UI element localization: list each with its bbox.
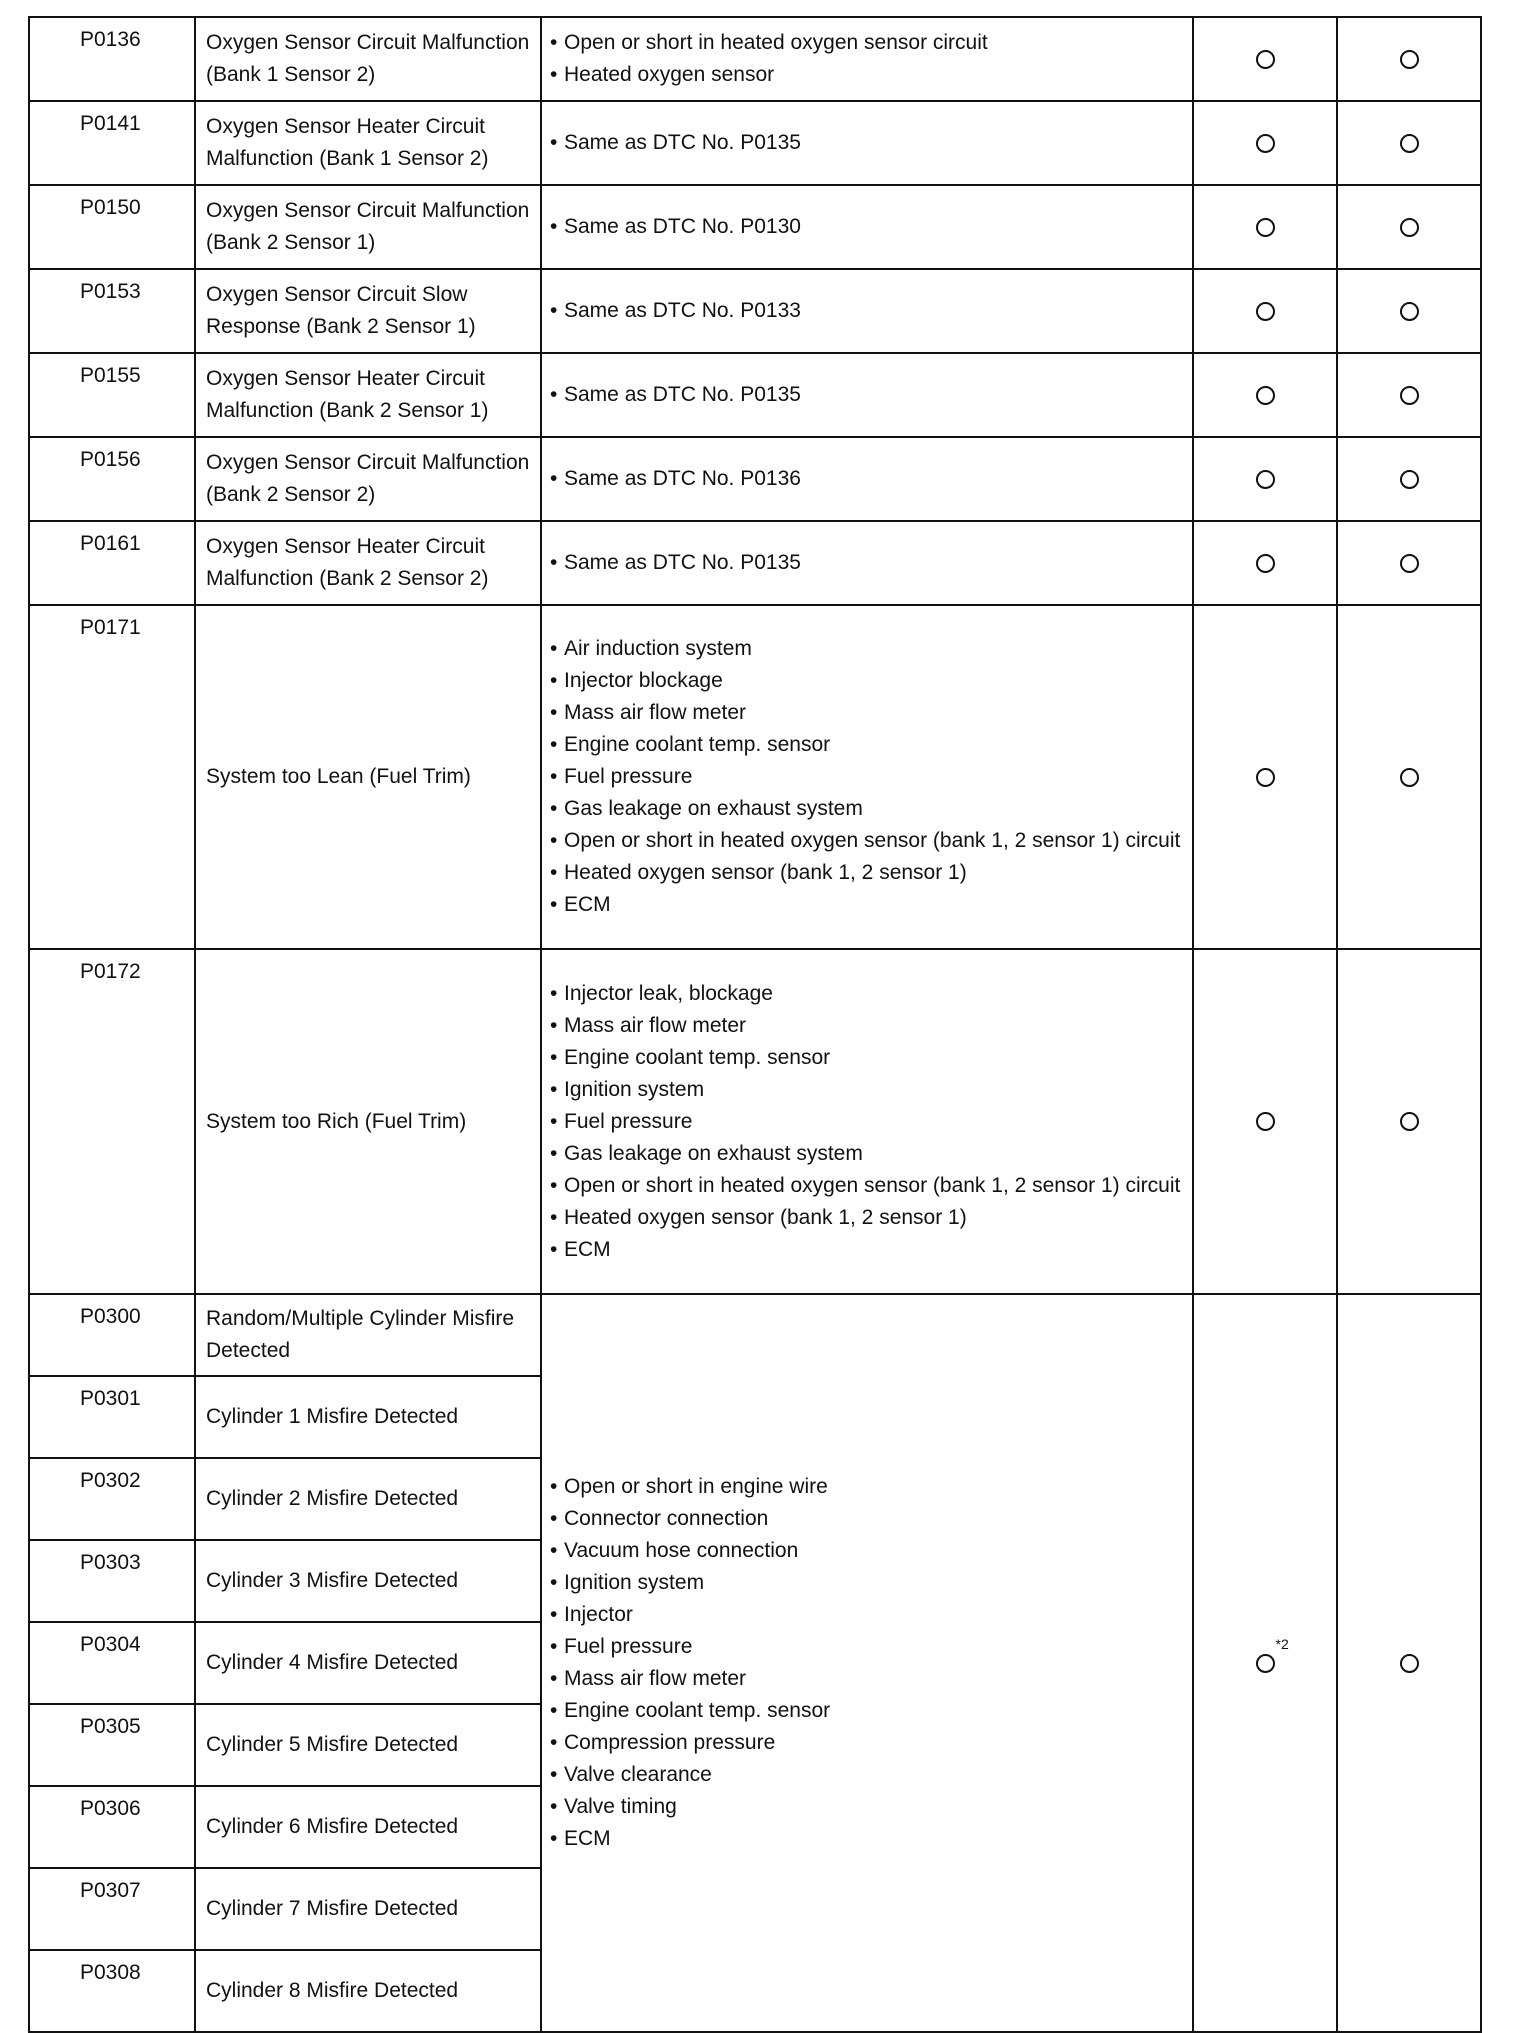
cause-item: • ECM xyxy=(550,1823,1182,1855)
cause-item: • Same as DTC No. P0136 xyxy=(550,463,1182,495)
circle-icon xyxy=(1400,302,1419,321)
causes-list xyxy=(550,547,1182,579)
mark-col-2 xyxy=(1337,353,1481,437)
dtc-code: P0302 xyxy=(29,1458,195,1540)
cause-item: • Mass air flow meter xyxy=(550,697,1182,729)
circle-icon xyxy=(1256,554,1275,573)
causes-list xyxy=(550,1471,1182,1855)
mark-col-1 xyxy=(1193,185,1337,269)
causes-list xyxy=(550,379,1182,411)
circle-icon xyxy=(1400,768,1419,787)
cause-item: • Fuel pressure xyxy=(550,761,1182,793)
dtc-name: Cylinder 7 Misfire Detected xyxy=(195,1868,541,1950)
dtc-code: P0305 xyxy=(29,1704,195,1786)
causes-list xyxy=(550,295,1182,327)
cause-item: • Compression pressure xyxy=(550,1727,1182,1759)
cause-item: • Valve timing xyxy=(550,1791,1182,1823)
dtc-name: Cylinder 4 Misfire Detected xyxy=(195,1622,541,1704)
cause-item: • Engine coolant temp. sensor xyxy=(550,1042,1182,1074)
circle-mark xyxy=(1256,43,1275,75)
mark-col-1 xyxy=(1193,949,1337,1294)
dtc-code: P0172 xyxy=(29,949,195,1294)
table-row xyxy=(29,521,1481,605)
circle-mark xyxy=(1400,295,1419,327)
causes-list xyxy=(550,127,1182,159)
circle-icon xyxy=(1400,470,1419,489)
cause-item: • Engine coolant temp. sensor xyxy=(550,729,1182,761)
dtc-code: P0304 xyxy=(29,1622,195,1704)
dtc-name: Cylinder 6 Misfire Detected xyxy=(195,1786,541,1868)
table-row xyxy=(29,949,1481,1294)
circle-icon xyxy=(1256,1654,1275,1673)
dtc-causes xyxy=(541,949,1193,1294)
cause-item: • Open or short in heated oxygen sensor (bank 1, 2 sensor 1) circuit xyxy=(550,1170,1182,1202)
circle-icon xyxy=(1256,768,1275,787)
dtc-code: P0303 xyxy=(29,1540,195,1622)
dtc-code: P0300 xyxy=(29,1294,195,1376)
circle-icon xyxy=(1400,386,1419,405)
circle-icon xyxy=(1400,1654,1419,1673)
cause-item: • Mass air flow meter xyxy=(550,1010,1182,1042)
dtc-name: Oxygen Sensor Circuit Malfunction (Bank 2 Sensor 1) xyxy=(195,185,541,269)
cause-item: • Connector connection xyxy=(550,1503,1182,1535)
circle-mark xyxy=(1400,761,1419,793)
table-row xyxy=(29,353,1481,437)
mark-col-1 xyxy=(1193,101,1337,185)
dtc-causes xyxy=(541,437,1193,521)
footnote-mark: *2 xyxy=(1275,1636,1289,1652)
dtc-causes xyxy=(541,269,1193,353)
dtc-causes xyxy=(541,353,1193,437)
circle-icon xyxy=(1256,386,1275,405)
cause-item: • Fuel pressure xyxy=(550,1106,1182,1138)
mark-col-2 xyxy=(1337,101,1481,185)
cause-item: • Same as DTC No. P0135 xyxy=(550,379,1182,411)
dtc-code: P0171 xyxy=(29,605,195,949)
mark-col-1 xyxy=(1193,353,1337,437)
cause-item: • Mass air flow meter xyxy=(550,1663,1182,1695)
dtc-name: Oxygen Sensor Heater Circuit Malfunction (Bank 2 Sensor 1) xyxy=(195,353,541,437)
dtc-causes xyxy=(541,17,1193,101)
dtc-name: System too Lean (Fuel Trim) xyxy=(195,605,541,949)
circle-mark xyxy=(1256,547,1275,579)
dtc-code: P0161 xyxy=(29,521,195,605)
dtc-name: Cylinder 8 Misfire Detected xyxy=(195,1950,541,2032)
mark-col-1 xyxy=(1193,1294,1337,2032)
dtc-code: P0308 xyxy=(29,1950,195,2032)
mark-col-2 xyxy=(1337,269,1481,353)
causes-list xyxy=(550,211,1182,243)
circle-mark xyxy=(1400,43,1419,75)
cause-item: • Heated oxygen sensor xyxy=(550,59,1182,91)
dtc-causes xyxy=(541,101,1193,185)
circle-mark xyxy=(1400,211,1419,243)
cause-item: • Vacuum hose connection xyxy=(550,1535,1182,1567)
dtc-causes xyxy=(541,521,1193,605)
dtc-code: P0153 xyxy=(29,269,195,353)
circle-mark xyxy=(1400,547,1419,579)
cause-item: • Injector leak, blockage xyxy=(550,978,1182,1010)
dtc-name: Cylinder 2 Misfire Detected xyxy=(195,1458,541,1540)
cause-item: • Injector xyxy=(550,1599,1182,1631)
table-row xyxy=(29,437,1481,521)
dtc-code: P0306 xyxy=(29,1786,195,1868)
circle-icon xyxy=(1400,1112,1419,1131)
circle-icon xyxy=(1400,50,1419,69)
circle-icon xyxy=(1256,50,1275,69)
mark-col-2 xyxy=(1337,521,1481,605)
dtc-name: Cylinder 3 Misfire Detected xyxy=(195,1540,541,1622)
dtc-name: Oxygen Sensor Circuit Slow Response (Bank 2 Sensor 1) xyxy=(195,269,541,353)
circle-icon xyxy=(1400,218,1419,237)
mark-col-2 xyxy=(1337,17,1481,101)
dtc-causes xyxy=(541,185,1193,269)
mark-col-1 xyxy=(1193,269,1337,353)
table-row xyxy=(29,605,1481,949)
circle-mark xyxy=(1400,463,1419,495)
cause-item: • Open or short in engine wire xyxy=(550,1471,1182,1503)
mark-col-2 xyxy=(1337,949,1481,1294)
dtc-name: Oxygen Sensor Circuit Malfunction (Bank 1 Sensor 2) xyxy=(195,17,541,101)
mark-col-1 xyxy=(1193,521,1337,605)
circle-icon xyxy=(1256,470,1275,489)
cause-item: • Gas leakage on exhaust system xyxy=(550,793,1182,825)
circle-icon xyxy=(1400,134,1419,153)
dtc-name: Cylinder 5 Misfire Detected xyxy=(195,1704,541,1786)
dtc-code: P0156 xyxy=(29,437,195,521)
mark-col-2 xyxy=(1337,437,1481,521)
causes-list xyxy=(550,978,1182,1266)
mark-col-1 xyxy=(1193,605,1337,949)
cause-item: • Valve clearance xyxy=(550,1759,1182,1791)
mark-col-1 xyxy=(1193,17,1337,101)
cause-item: • Injector blockage xyxy=(550,665,1182,697)
circle-icon xyxy=(1400,554,1419,573)
circle-icon xyxy=(1256,134,1275,153)
dtc-name: Oxygen Sensor Heater Circuit Malfunction (Bank 1 Sensor 2) xyxy=(195,101,541,185)
dtc-name: Oxygen Sensor Heater Circuit Malfunction (Bank 2 Sensor 2) xyxy=(195,521,541,605)
circle-icon xyxy=(1256,218,1275,237)
circle-mark xyxy=(1400,1106,1419,1138)
circle-mark xyxy=(1256,211,1275,243)
cause-item: • Fuel pressure xyxy=(550,1631,1182,1663)
dtc-name: Random/Multiple Cylinder Misfire Detected xyxy=(195,1294,541,1376)
mark-col-2 xyxy=(1337,1294,1481,2032)
circle-mark xyxy=(1256,1636,1289,1679)
cause-item: • Open or short in heated oxygen sensor circuit xyxy=(550,27,1182,59)
cause-item: • Open or short in heated oxygen sensor (bank 1, 2 sensor 1) circuit xyxy=(550,825,1182,857)
causes-list xyxy=(550,633,1182,921)
dtc-name: Oxygen Sensor Circuit Malfunction (Bank 2 Sensor 2) xyxy=(195,437,541,521)
table-row xyxy=(29,17,1481,101)
dtc-causes xyxy=(541,605,1193,949)
circle-mark xyxy=(1256,127,1275,159)
table-row xyxy=(29,185,1481,269)
misfire-causes xyxy=(541,1294,1193,2032)
circle-mark xyxy=(1400,1647,1419,1679)
cause-item: • ECM xyxy=(550,889,1182,921)
dtc-code: P0301 xyxy=(29,1376,195,1458)
mark-col-1 xyxy=(1193,437,1337,521)
circle-mark xyxy=(1256,463,1275,495)
circle-icon xyxy=(1256,302,1275,321)
cause-item: • Same as DTC No. P0130 xyxy=(550,211,1182,243)
dtc-name: Cylinder 1 Misfire Detected xyxy=(195,1376,541,1458)
circle-icon xyxy=(1256,1112,1275,1131)
circle-mark xyxy=(1256,1106,1275,1138)
cause-item: • Ignition system xyxy=(550,1074,1182,1106)
circle-mark xyxy=(1256,761,1275,793)
cause-item: • Heated oxygen sensor (bank 1, 2 sensor 1) xyxy=(550,857,1182,889)
cause-item: • Same as DTC No. P0135 xyxy=(550,547,1182,579)
cause-item: • Engine coolant temp. sensor xyxy=(550,1695,1182,1727)
dtc-code: P0141 xyxy=(29,101,195,185)
circle-mark xyxy=(1256,379,1275,411)
dtc-code: P0136 xyxy=(29,17,195,101)
mark-col-2 xyxy=(1337,185,1481,269)
circle-mark xyxy=(1400,127,1419,159)
dtc-code: P0155 xyxy=(29,353,195,437)
causes-list xyxy=(550,27,1182,91)
dtc-code: P0150 xyxy=(29,185,195,269)
cause-item: • Same as DTC No. P0133 xyxy=(550,295,1182,327)
dtc-name: System too Rich (Fuel Trim) xyxy=(195,949,541,1294)
table-row xyxy=(29,269,1481,353)
circle-mark xyxy=(1256,295,1275,327)
mark-col-2 xyxy=(1337,605,1481,949)
cause-item: • Ignition system xyxy=(550,1567,1182,1599)
circle-mark xyxy=(1400,379,1419,411)
cause-item: • Gas leakage on exhaust system xyxy=(550,1138,1182,1170)
dtc-table xyxy=(28,16,1482,2033)
causes-list xyxy=(550,463,1182,495)
cause-item: • Same as DTC No. P0135 xyxy=(550,127,1182,159)
cause-item: • Air induction system xyxy=(550,633,1182,665)
cause-item: • Heated oxygen sensor (bank 1, 2 sensor 1) xyxy=(550,1202,1182,1234)
dtc-code: P0307 xyxy=(29,1868,195,1950)
table-row xyxy=(29,1294,1481,1376)
table-row xyxy=(29,101,1481,185)
cause-item: • ECM xyxy=(550,1234,1182,1266)
dtc-table-body xyxy=(29,17,1481,2032)
